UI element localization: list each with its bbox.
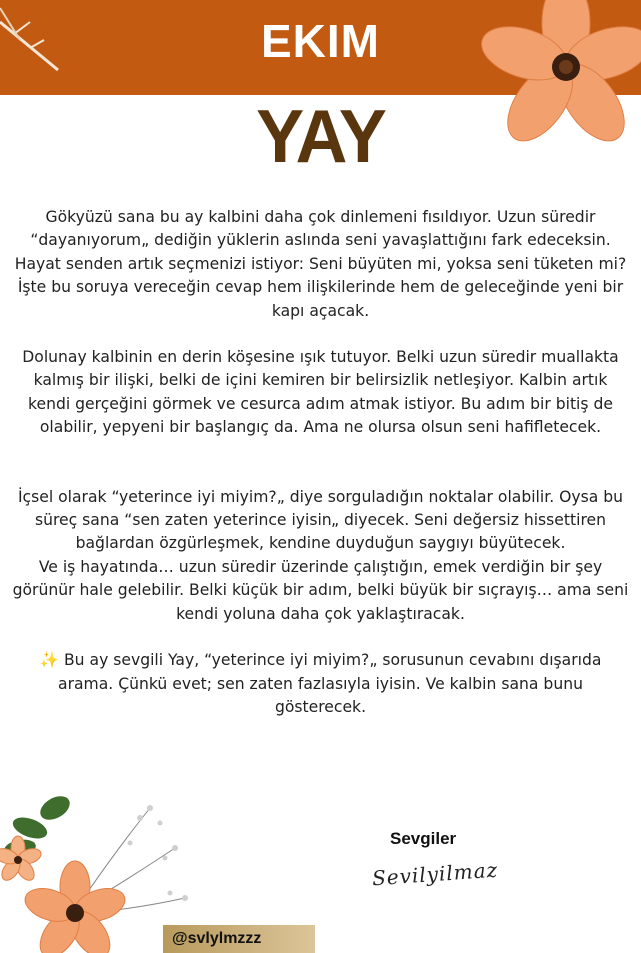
paragraph: Ve iş hayatında… uzun süredir üzerinde çalıştığın, emek verdiğin bir şey görünür hale gelebilir. Belki küçük bir adım, belki büyük bir sıçrayış… ama seni kendi yoluna daha çok yaklaştıracak.: [12, 557, 629, 623]
social-handle: @svlylmzzz: [172, 930, 262, 947]
page-title: EKIM: [261, 15, 380, 67]
paragraph-text: Bu ay sevgili Yay, “yeterince iyi miyim?„ sorusunun cevabını dışarıda arama. Çünkü evet; sen zaten fazlasıyla iyisin. Ve kalbin sana bunu gösterecek.: [58, 651, 602, 716]
sign-off: Sevgiler: [390, 829, 457, 848]
signature: Sevilyilmaz: [371, 857, 499, 891]
horoscope-text: [12, 206, 629, 719]
paragraph: [12, 649, 629, 719]
zodiac-sign-heading: YAY: [256, 95, 385, 179]
sparkles-icon: ✨: [39, 651, 60, 670]
paragraph: İçsel olarak “yeterince iyi miyim?„ diye sorguladığın noktalar olabilir. Oysa bu süreç sana “sen zaten yeterince iyisin„ diyecek. Seni değersiz hissettiren bağlardan özgürleşmek, kendine duyduğun saygıyı büyütecek.: [17, 487, 624, 553]
paragraph: Gökyüzü sana bu ay kalbini daha çok dinlemeni fısıldıyor. Uzun süredir “dayanıyorum„ dediğin yüklerin aslında seni yavaşlattığını fark edeceksin. Hayat senden artık seçmenizi istiyor: Seni büyüten mi, yoksa seni tüketen mi? İşte bu soruya vereceğin cevap hem ilişkilerinde hem de geleceğinde yeni bir kapı açacak.: [14, 208, 627, 320]
paragraph: Dolunay kalbinin en derin köşesine ışık tutuyor. Belki uzun süredir muallakta kalmış bir ilişki, belki de içini kemiren bir belirsizlik netleşiyor. Kalbin artık kendi gerçeğini görmek ve cesurca adım atmak istiyor. Bu adım bir bitiş de olabilir, yepyeni bir başlangıç da. Ama ne olursa olsun seni hafifletecek.: [22, 348, 619, 437]
